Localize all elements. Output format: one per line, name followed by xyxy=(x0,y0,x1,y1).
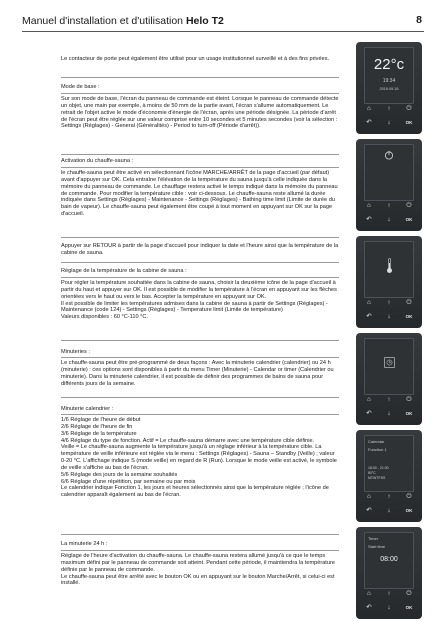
reglage-paragraph: Pour régler la température souhaitée dans la cabine de sauna, choisir la deuxième icône de la page d'accueil à partir du haut et appuyer sur OK. Il est possible de modifier la température à l'écran en appuyant sur les flèches orientées vers le haut ou vers le bas. Accepter la température en appuyant sur OK. Il est possible de limiter les températures admises dans la cabine de sauna à partir de Settings (Réglages) - Maintenance (code 124) - Settings (Réglages) - Temperature limit (Limite de température) Valeurs disponibles : 60 °C-110 °C. xyxy=(61,280,337,321)
arrow-down-icon: ↓ xyxy=(387,507,391,514)
calendar-title: Calendar xyxy=(368,439,385,444)
back-icon: ↶ xyxy=(366,216,372,223)
ok-label: OK xyxy=(405,314,413,319)
back-icon: ↶ xyxy=(366,119,372,126)
button-row-top xyxy=(356,493,422,500)
list-item: 5/6 Réglage des jours de la semaine souhaités xyxy=(61,471,178,478)
page-number: 8 xyxy=(416,14,422,26)
panel-screen xyxy=(364,47,414,104)
heading-minuteries: Minuteries : xyxy=(61,349,90,355)
home-icon: ⌂ xyxy=(367,590,371,597)
button-row-top xyxy=(356,202,422,209)
arrow-down-icon: ↓ xyxy=(387,604,391,611)
date-display: 2019.09.18 xyxy=(379,87,399,91)
divider xyxy=(61,397,339,398)
home-icon: ⌂ xyxy=(367,493,371,500)
home-icon: ⌂ xyxy=(367,299,371,306)
arrow-up-icon: ↑ xyxy=(387,105,391,112)
button-row-bottom xyxy=(356,604,422,611)
button-row-top xyxy=(356,105,422,112)
time-display: 19:34 xyxy=(382,78,396,84)
button-row-bottom xyxy=(356,313,422,320)
divider xyxy=(61,77,339,78)
arrow-up-icon: ↑ xyxy=(387,493,391,500)
control-panel-image xyxy=(356,42,422,134)
list-item: 6/6 Réglage d'une répétition, par semaine ou par mois xyxy=(61,478,196,485)
divider xyxy=(61,414,339,415)
divider xyxy=(61,93,339,94)
ok-label: OK xyxy=(405,411,413,416)
control-panel-image xyxy=(356,333,422,425)
page-header xyxy=(22,13,424,32)
button-row-top xyxy=(356,396,422,403)
button-row-bottom xyxy=(356,216,422,223)
button-row-bottom xyxy=(356,507,422,514)
control-panel-image xyxy=(356,527,422,619)
heading-calendrier: Minuterie calendrier : xyxy=(61,406,114,412)
back-icon: ↶ xyxy=(366,604,372,611)
heading-base: Mode de base : xyxy=(61,84,100,90)
power-icon: ⏻ xyxy=(406,299,412,306)
power-icon: ⏻ xyxy=(406,493,412,500)
divider xyxy=(61,550,339,551)
activation-paragraph: le chauffe-sauna peut être activé en sélectionnant l'icône MARCHE/ARRÊT de la page d'accueil (par défaut) avant d'appuyer sur OK. Cela entraîne l'élévation de la température du sauna jusqu'à celle indiquée dans la mémoire du panneau de commande. Le chauffage restera activé le temps indiqué dans la mémoire du panneau de commande. Pour modifier la température cible : voir ci-dessous. Le chauffe-sauna reste allumé la durée indiquée dans Settings (Réglages) - Maintenance - Settings (Réglages) - Bathing time limit (Limite de durée du bain de vapeur). Le chauffe-sauna peut également être coupé à tout moment en appuyant sur OK sur la page d'accueil. xyxy=(61,170,338,218)
temperature-display: 22°c xyxy=(373,56,405,73)
panel-screen xyxy=(364,532,414,589)
calendar-days: MTWTFSS xyxy=(368,476,386,480)
back-icon: ↶ xyxy=(366,410,372,417)
calendar-list xyxy=(61,417,339,499)
list-item: Veille = Le chauffe-sauna augmente la température jusqu'à un réglage inférieur à la température cible. La température de veille inférieure est réglée via le menu : Settings (Réglages) - Sauna – Standby (Veille) ; valeur 0-20 °C. L'affichage indique S (mode veille) en regard de R (Run). Lorsque le mode veille est activé, le symbole de veille s'affiche au bas de l'écran. xyxy=(61,444,337,471)
panel-screen xyxy=(364,435,414,492)
list-item: 3/6 Réglage de la température xyxy=(61,430,137,437)
list-item: 1/6 Réglage de l'heure de début xyxy=(61,417,141,423)
calendar-temperature: 80°C xyxy=(368,471,376,475)
minuteries-paragraph: Le chauffe-sauna peut être pré-programmé de deux façons : Avec la minuterie calendrier (calendrier) ou 24 h (minuterie) : ces options sont disponibles à partir du menu Timer (Minuterie) - Calendar or timer (Calendrier ou minuterie). Dans la minuterie calendrier, il est possible de définir des programmes de bains de sauna pour différents jours de la semaine. xyxy=(61,360,334,387)
heading-reglage: Réglage de la température de la cabine de sauna : xyxy=(61,268,187,274)
timer-title: Timer xyxy=(368,536,379,541)
document-title xyxy=(22,15,224,27)
ok-label: OK xyxy=(405,508,413,513)
control-panel-image xyxy=(356,139,422,231)
power-icon: ⏻ xyxy=(406,590,412,597)
divider xyxy=(61,167,339,168)
ok-label: OK xyxy=(405,120,413,125)
ok-label: OK xyxy=(405,217,413,222)
divider xyxy=(61,534,339,535)
timer-time: 08:00 xyxy=(380,556,398,563)
timer-icon xyxy=(384,356,395,368)
arrow-up-icon: ↑ xyxy=(387,590,391,597)
home-icon: ⌂ xyxy=(367,105,371,112)
list-item: 2/6 Réglage de l'heure de fin xyxy=(61,423,133,430)
divider xyxy=(61,262,339,263)
panel-screen xyxy=(364,144,414,201)
divider xyxy=(61,277,339,278)
arrow-up-icon: ↑ xyxy=(387,396,391,403)
control-panel-image xyxy=(356,236,422,328)
arrow-down-icon: ↓ xyxy=(387,119,391,126)
thermometer-icon xyxy=(386,258,393,274)
calendar-time-range: 18:00 - 21:00 xyxy=(368,466,389,470)
divider xyxy=(61,357,339,358)
panel-screen xyxy=(364,241,414,298)
arrow-up-icon: ↑ xyxy=(387,202,391,209)
timer-subtitle: Start time xyxy=(368,544,386,549)
arrow-down-icon: ↓ xyxy=(387,313,391,320)
back-icon: ↶ xyxy=(366,313,372,320)
button-row-bottom xyxy=(356,119,422,126)
title-prefix: Manuel d'installation et d'utilisation xyxy=(22,15,186,27)
power-icon: ⏻ xyxy=(406,202,412,209)
divider xyxy=(61,154,339,155)
intro-paragraph: Le contacteur de porte peut également être utilisé pour un usage institutionnel surveillé et à des fins privées. xyxy=(61,56,330,62)
back-icon: ↶ xyxy=(366,507,372,514)
power-icon: ⏻ xyxy=(406,105,412,112)
p24h-paragraph: Réglage de l'heure d'activation du chauffe-sauna. Le chauffe-sauna restera allumé jusqu'à ce que le temps maximum défini par le panneau de commande soit atteint. Pendant cette période, il maintiendra la température définie par le panneau de commande. Le chauffe-sauna peut être arrêté avec le bouton OK ou en appuyant sur le bouton Marche/Arrêt, si celui-ci est installé. xyxy=(61,553,335,587)
ok-label: OK xyxy=(405,605,413,610)
list-item: 4/6 Réglage du type de fonction. Actif = Le chauffe-sauna démarre avec une température cible définie. xyxy=(61,437,315,444)
retour-paragraph: Appuyer sur RETOUR à partir de la page d'accueil pour indiquer la date et l'heure ainsi que la température de la cabine de sauna. xyxy=(61,243,339,256)
calendar-function: Function 1 xyxy=(368,447,387,452)
arrow-down-icon: ↓ xyxy=(387,410,391,417)
panel-screen xyxy=(364,338,414,395)
home-icon: ⌂ xyxy=(367,202,371,209)
divider xyxy=(61,340,339,341)
heading-activation: Activation du chauffe-sauna : xyxy=(61,158,134,164)
arrow-down-icon: ↓ xyxy=(387,216,391,223)
home-icon: ⌂ xyxy=(367,396,371,403)
title-product: Helo T2 xyxy=(185,15,224,27)
control-panel-image xyxy=(356,430,422,522)
button-row-top xyxy=(356,590,422,597)
power-icon xyxy=(384,150,394,160)
button-row-bottom xyxy=(356,410,422,417)
divider xyxy=(61,237,339,238)
button-row-top xyxy=(356,299,422,306)
arrow-up-icon: ↑ xyxy=(387,299,391,306)
list-item: Le calendrier indique Fonction 1, les jours et heures sélectionnés ainsi que la température réglée ; l'icône de calendrier apparaît également au bas de l'écran. xyxy=(61,485,329,499)
power-icon: ⏻ xyxy=(406,396,412,403)
heading-24h: La minuterie 24 h : xyxy=(61,541,108,547)
base-paragraph: Sur son mode de base, l'écran du panneau de commande est éteint. Lorsque le panneau de commande détecte un objet, une main par exemple, à moins de 50 mm de la partie avant, l'écran s'allume automatiquement. Le retrait de l'objet active le mode d'économie d'énergie de l'écran, après une période désignée. La période d'arrêt de l'écran peut être réglée sur une valeur comprise entre 10 secondes et 5 minutes secondes (voir la sélection : Settings (Réglages) - General (Généralités) - Period to turn-off (Période d'arrêt)). xyxy=(61,96,339,130)
